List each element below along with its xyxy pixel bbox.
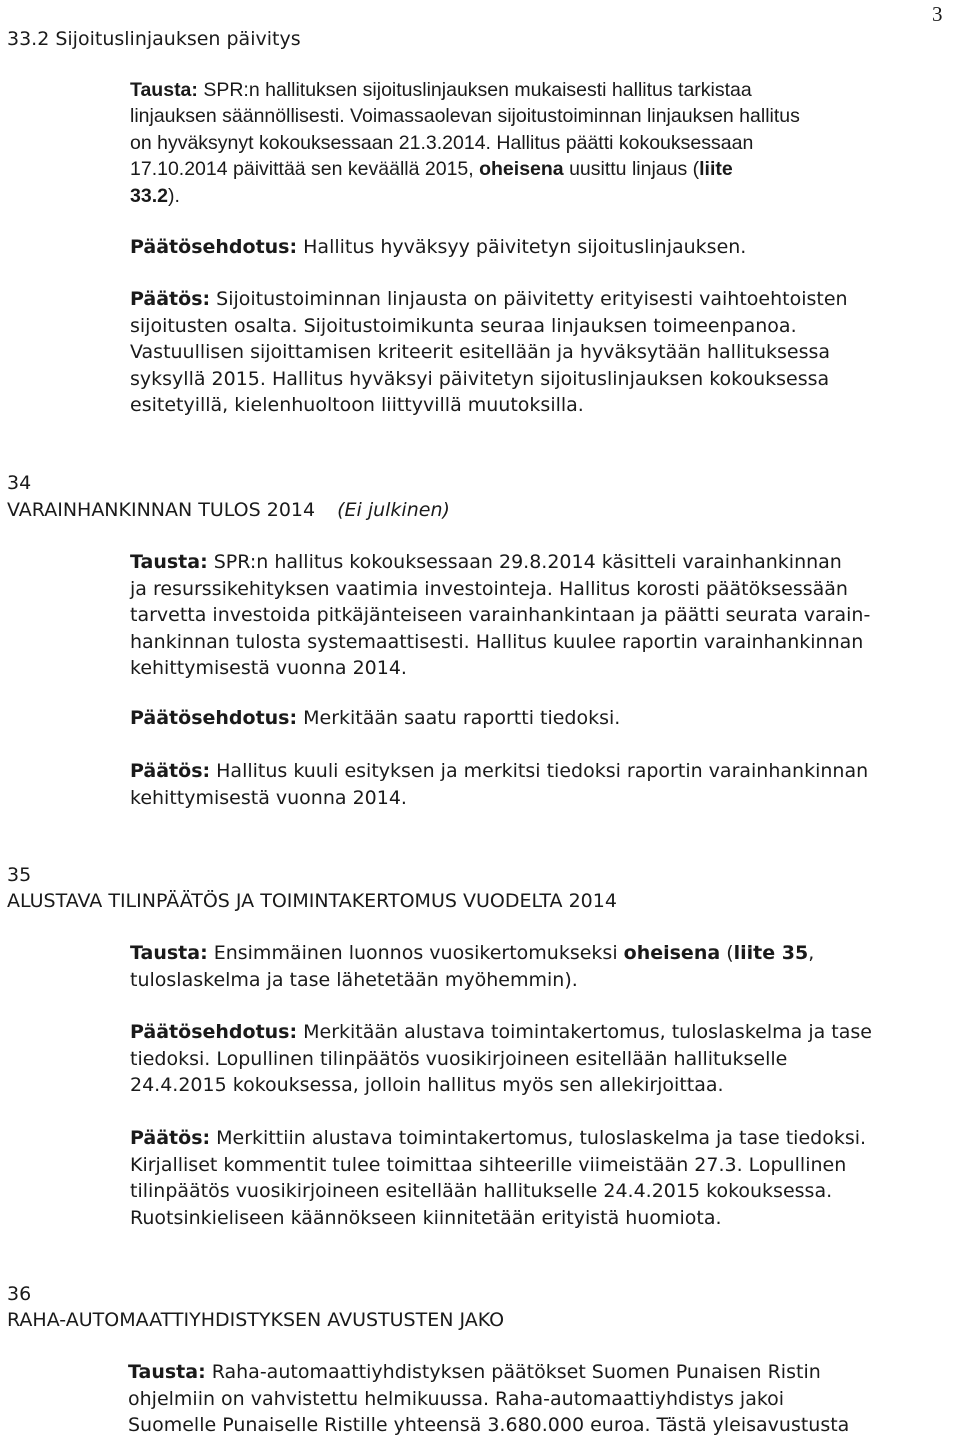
- text-line: Raha-automaattiyhdistyksen päätökset Suomen Punaisen Ristin: [205, 1361, 821, 1383]
- text-line: Merkitään saatu raportti tiedoksi.: [297, 707, 621, 729]
- tausta-label: Tausta:: [130, 551, 208, 573]
- tausta-label: Tausta:: [130, 942, 208, 964]
- text-line: esitetyillä, kielenhuoltoon liittyvillä muutoksilla.: [130, 394, 584, 417]
- tausta-block-36: [128, 1359, 958, 1439]
- section-number-35: 35: [7, 864, 32, 886]
- text-line: Merkitään alustava toimintakertomus, tuloslaskelma ja tase: [297, 1021, 872, 1043]
- tausta-block-35: [130, 940, 960, 993]
- text-line: ,: [808, 942, 815, 964]
- text-line: Hallitus kuuli esityksen ja merkitsi tiedoksi raportin varainhankinnan: [210, 760, 869, 782]
- paatos-label: Päätös:: [130, 288, 211, 310]
- text-line: Ensimmäinen luonnos vuosikertomukseksi: [207, 942, 624, 964]
- bold-text: oheisena: [479, 158, 564, 181]
- tausta-label: Tausta:: [130, 79, 198, 101]
- text-line: kehittymisestä vuonna 2014.: [130, 657, 407, 680]
- paatos-block-35: [130, 1125, 960, 1231]
- tausta-label: Tausta:: [128, 1361, 206, 1383]
- section-number-34: 34: [7, 472, 32, 494]
- text-line: 17.10.2014 päivittää sen keväällä 2015,: [130, 158, 480, 181]
- text-line: kehittymisestä vuonna 2014.: [130, 786, 407, 809]
- text-line: linjauksen säännöllisesti. Voimassaolevan sijoitustoiminnan linjauksen hallitus: [130, 105, 800, 128]
- text-line: Kirjalliset kommentit tulee toimittaa sihteerille viimeistään 27.3. Lopullinen: [130, 1153, 847, 1176]
- paatos-block-34: [130, 758, 960, 811]
- paatos-block-33-2: [130, 286, 960, 419]
- paatos-label: Päätös:: [130, 760, 211, 782]
- text-line: tilinpäätös vuosikirjoineen esitellään hallitukselle 24.4.2015 kokouksessa.: [130, 1180, 833, 1203]
- section-title-34: [7, 497, 450, 524]
- tausta-block-34: [130, 549, 960, 682]
- text-line: uusittu linjaus (: [563, 158, 700, 181]
- section-title-36: RAHA-AUTOMAATTIYHDISTYKSEN AVUSTUSTEN JAKO: [7, 1309, 505, 1331]
- paatosehdotus-block-34: [130, 705, 960, 732]
- text-line: tiedoksi. Lopullinen tilinpäätös vuosikirjoineen esitellään hallitukselle: [130, 1047, 788, 1070]
- text-line: on hyväksynyt kokouksessaan 21.3.2014. Hallitus päätti kokouksessaan: [130, 131, 754, 154]
- section-heading-33-2: 33.2 Sijoituslinjauksen päivitys: [7, 28, 301, 50]
- text-line: Vastuullisen sijoittamisen kriteerit esitellään ja hyväksytään hallituksessa: [130, 341, 831, 364]
- text-line: Sijoitustoiminnan linjausta on päivitetty erityisesti vaihtoehtoisten: [210, 288, 848, 310]
- section-title-35: ALUSTAVA TILINPÄÄTÖS JA TOIMINTAKERTOMUS VUODELTA 2014: [7, 890, 617, 912]
- text-line: tarvetta investoida pitkäjänteiseen varainhankintaan ja päätti seurata varain-: [130, 604, 871, 627]
- paatosehdotus-label: Päätösehdotus:: [130, 1021, 298, 1043]
- text-line: ja resurssikehityksen vaatimia investointeja. Hallitus korosti päätöksessään: [130, 577, 848, 600]
- text-line: ohjelmiin on vahvistettu helmikuussa. Raha-automaattiyhdistys jakoi: [128, 1387, 785, 1410]
- paatosehdotus-label: Päätösehdotus:: [130, 707, 298, 729]
- text-line: 24.4.2015 kokouksessa, jolloin hallitus myös sen allekirjoittaa.: [130, 1074, 724, 1097]
- section-number-36: 36: [7, 1283, 32, 1305]
- section-title: VARAINHANKINNAN TULOS 2014: [7, 499, 316, 521]
- paatosehdotus-block-33-2: [130, 234, 960, 261]
- attachment-ref: liite: [699, 158, 733, 181]
- text-line: Hallitus hyväksyy päivitetyn sijoituslinjauksen.: [297, 236, 747, 258]
- text-line: Ruotsinkieliseen käännökseen kiinnitetään erityistä huomiota.: [130, 1206, 722, 1229]
- attachment-ref: 33.2: [130, 184, 168, 207]
- text-line: (: [720, 942, 734, 964]
- text-line: Suomelle Punaiselle Ristille yhteensä 3.680.000 euroa. Tästä yleisavustusta: [128, 1414, 850, 1437]
- text-line: hankinnan tulosta systemaattisesti. Hallitus kuulee raportin varainhankinnan: [130, 630, 864, 653]
- text-line: sijoitusten osalta. Sijoitustoimikunta seuraa linjauksen toimeenpanoa.: [130, 314, 797, 337]
- attachment-ref: liite 35: [733, 942, 809, 964]
- text-line: ).: [167, 184, 180, 207]
- tausta-block-33-2: [130, 77, 960, 209]
- text-line: Merkittiin alustava toimintakertomus, tuloslaskelma ja tase tiedoksi.: [210, 1127, 867, 1149]
- section-note: (Ei julkinen): [337, 499, 450, 521]
- paatosehdotus-label: Päätösehdotus:: [130, 236, 298, 258]
- text-line: SPR:n hallituksen sijoituslinjauksen mukaisesti hallitus tarkistaa: [197, 79, 752, 101]
- text-line: syksyllä 2015. Hallitus hyväksyi päivitetyn sijoituslinjauksen kokouksessa: [130, 367, 830, 390]
- paatos-label: Päätös:: [130, 1127, 211, 1149]
- text-line: tuloslaskelma ja tase lähetetään myöhemmin).: [130, 968, 578, 991]
- text-line: SPR:n hallitus kokouksessaan 29.8.2014 käsitteli varainhankinnan: [207, 551, 842, 573]
- page-number: 3: [932, 2, 943, 26]
- paatosehdotus-block-35: [130, 1019, 960, 1099]
- bold-text: oheisena: [623, 942, 721, 964]
